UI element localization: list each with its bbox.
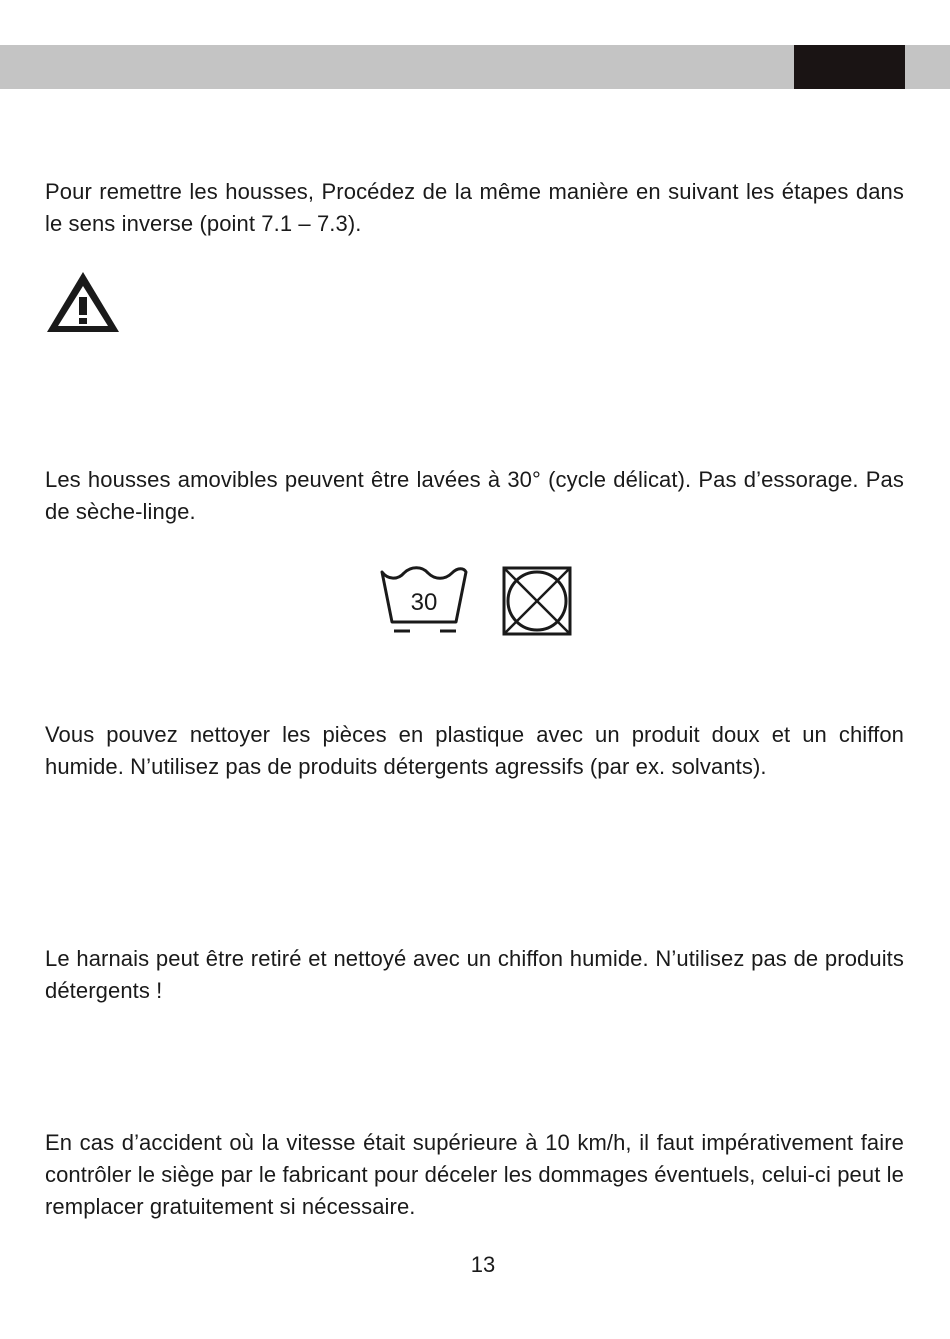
header-language-tab — [794, 45, 905, 89]
plastic-cleaning-paragraph: Vous pouvez nettoyer les pièces en plastique avec un produit doux et un chiffon humide. N’utilisez pas de produits détergents agressifs (par ex. solvants). — [45, 722, 904, 779]
accident-paragraph: En cas d’accident où la vitesse était supérieure à 10 km/h, il faut impérativement faire contrôler le siège par le fabricant pour déceler les dommages éventuels, celui-ci peut le remplacer gratuitement si nécessaire. — [45, 1130, 904, 1219]
no-tumble-dry-icon — [502, 566, 572, 636]
wash-30-gentle-icon — [380, 566, 468, 636]
page-number: 13 — [470, 1252, 496, 1277]
reassemble-paragraph: Pour remettre les housses, Procédez de la même manière en suivant les étapes dans le sens inverse (point 7.1 – 7.3). — [45, 179, 904, 236]
wash-temperature-label: 30 — [410, 589, 438, 616]
warning-triangle-icon — [45, 270, 121, 334]
harness-paragraph: Le harnais peut être retiré et nettoyé avec un chiffon humide. N’utilisez pas de produits détergents ! — [45, 946, 904, 1003]
washing-paragraph: Les housses amovibles peuvent être lavées à 30° (cycle délicat). Pas d’essorage. Pas de sèche-linge. — [45, 467, 904, 524]
